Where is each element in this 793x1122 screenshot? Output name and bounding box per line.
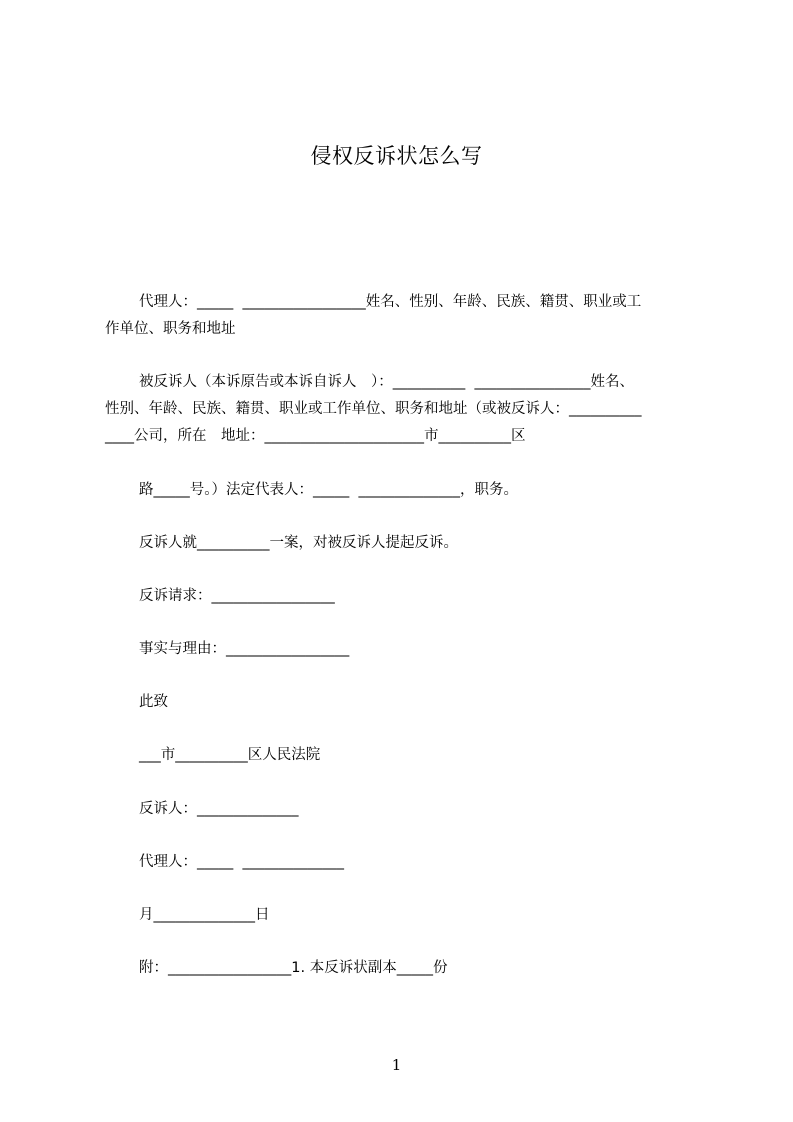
counterclaim-requests-line: 反诉请求：_________________ [139,588,335,604]
counter-claimant-signature-line: 反诉人：______________ [139,801,299,817]
agent-line-1: 代理人：_____ _________________姓名、性别、年龄、民族、籍贯、职业或工 [139,294,642,310]
court-line: ___市__________区人民法院 [139,747,321,763]
salutation: 此致 [139,694,168,710]
legal-representative-line: 路_____号。）法定代表人：_____ ______________，职务。 [139,482,518,498]
counter-respondent-line-3: ____公司，所在 地址：______________________市__________区 [105,428,526,444]
case-line: 反诉人就__________一案，对被反诉人提起反诉。 [139,535,458,551]
page-number: 1 [391,1056,402,1074]
date-line: 月______________日 [139,907,270,923]
counter-respondent-line-1: 被反诉人（本诉原告或本诉自诉人 ）：__________ ________________姓名、 [139,374,634,390]
document-title: 侵权反诉状怎么写 [310,144,483,168]
attachment-line: 附：_________________1. 本反诉状副本_____份 [139,960,448,976]
facts-and-reasons-line: 事实与理由：_________________ [139,641,350,657]
agent-signature-line: 代理人：_____ ______________ [139,854,344,870]
counter-respondent-line-2: 性别、年龄、民族、籍贯、职业或工作单位、职务和地址（或被反诉人：__________ [105,401,642,417]
agent-line-2: 作单位、职务和地址 [105,321,236,337]
